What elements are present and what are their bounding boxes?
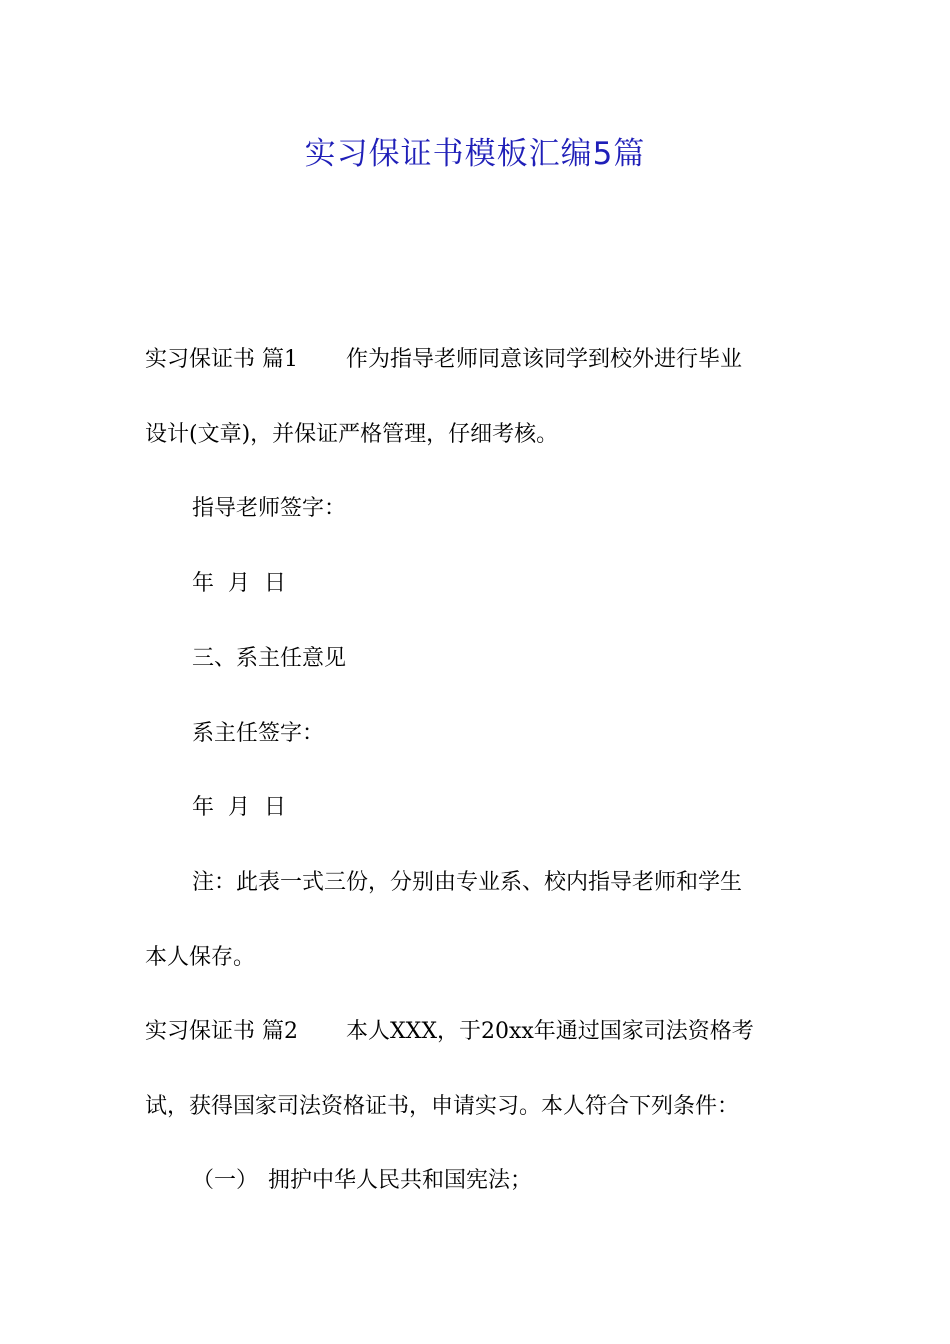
section1-continued: 设计(文章)，并保证严格管理，仔细考核。 bbox=[145, 422, 559, 447]
list-item-1-text: 拥护中华人民共和国宪法； bbox=[268, 1168, 533, 1193]
list-item-1 bbox=[192, 1166, 857, 1196]
dept-signature-line: 系主任签字： bbox=[192, 721, 325, 746]
section1-first-line bbox=[145, 345, 810, 375]
list-item-1-label: （一） bbox=[192, 1168, 259, 1193]
section2-continued: 试，获得国家司法资格证书，申请实习。本人符合下列条件： bbox=[145, 1094, 740, 1119]
section2-first-text: 本人XXX，于20xx年通过国家司法资格考 bbox=[346, 1019, 754, 1044]
advisor-signature-line: 指导老师签字： bbox=[192, 496, 347, 521]
note-line-2: 本人保存。 bbox=[145, 945, 256, 970]
date-line-2: 年 月 日 bbox=[192, 795, 286, 820]
date-line-1: 年 月 日 bbox=[192, 571, 286, 596]
note-line-1: 注：此表一式三份，分别由专业系、校内指导老师和学生 bbox=[192, 870, 743, 895]
section1-first-text: 作为指导老师同意该同学到校外进行毕业 bbox=[346, 347, 743, 372]
dept-opinion-heading: 三、系主任意见 bbox=[192, 646, 347, 671]
section1-heading: 实习保证书 篇1 bbox=[145, 347, 298, 372]
section2-first-line bbox=[145, 1017, 810, 1047]
section2-heading: 实习保证书 篇2 bbox=[145, 1019, 298, 1044]
document-title: 实习保证书模板汇编5篇 bbox=[304, 136, 646, 172]
